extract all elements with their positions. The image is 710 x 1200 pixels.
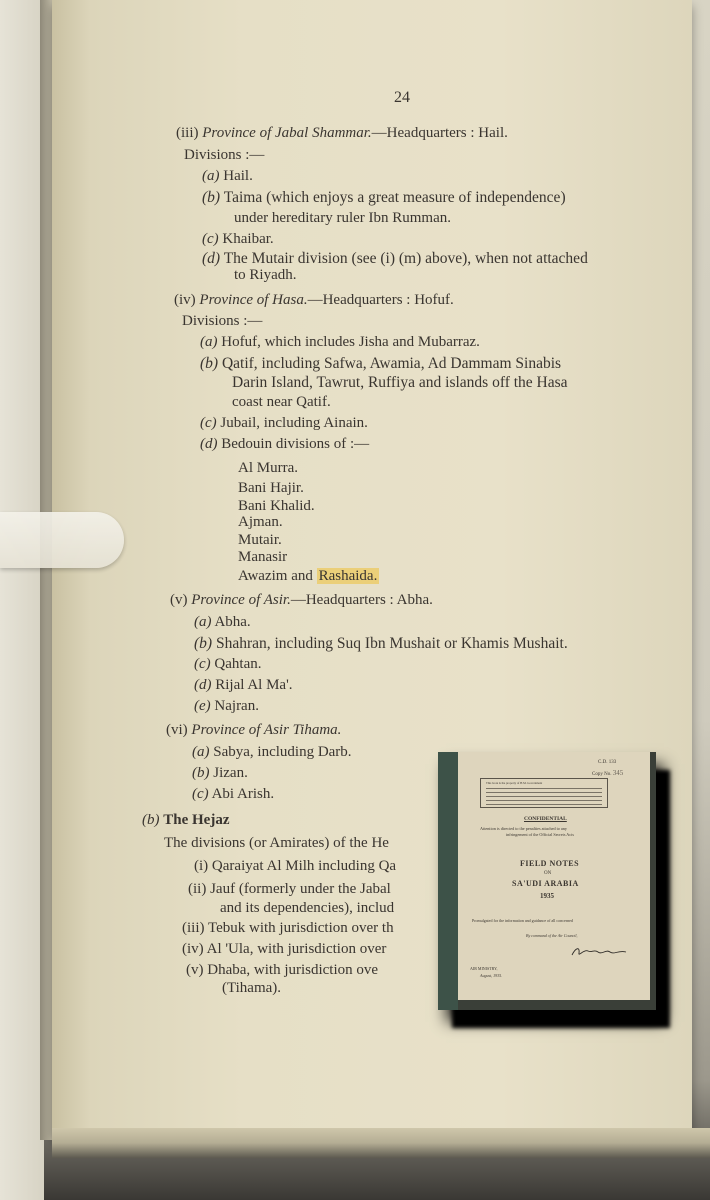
list-item: (e) Najran. [194, 698, 259, 714]
cover-notice-box: This book is the property of H.M. Government [480, 778, 608, 808]
list-item: (c) Khaibar. [202, 231, 274, 247]
heading-headquarters: —Headquarters : Hail. [371, 125, 508, 141]
divisions-label: Divisions :— [184, 147, 265, 163]
list-item-continuation: under hereditary ruler Ibn Rumman. [234, 210, 452, 226]
bedouin-item: Mutair. [238, 532, 282, 548]
list-item-continuation: to Riyadh. [234, 267, 297, 283]
section-heading-jabal-shammar [176, 123, 508, 143]
list-item: (c) Jubail, including Ainain. [200, 415, 368, 431]
cover-ministry: AIR MINISTRY, [470, 966, 498, 971]
cover-attention: Attention is directed to the penalties attached to any [480, 826, 567, 831]
bedouin-item: Ajman. [238, 514, 283, 530]
page-number: 24 [394, 89, 410, 106]
cover-binding-strip [438, 752, 458, 1010]
bedouin-item: Al Murra. [238, 460, 298, 476]
section-heading-hejaz [142, 810, 229, 830]
signature-icon [570, 945, 628, 959]
list-item: (b) Qatif, including Safwa, Awamia, Ad Dammam Sinabis [200, 355, 562, 372]
heading-title: Province of Hasa. [199, 292, 308, 308]
hejaz-intro: The divisions (or Amirates) of the He [164, 835, 389, 851]
cover-date: August, 1935. [480, 973, 503, 978]
bedouin-item: Bani Khalid. [238, 498, 315, 514]
list-item: (a) Hofuf, which includes Jisha and Mubarraz. [200, 334, 480, 350]
list-item: (i) Qaraiyat Al Milh including Qa [194, 858, 397, 874]
heading-number: (iii) [176, 125, 199, 141]
list-item-continuation: Darin Island, Tawrut, Ruffiya and islands off the Hasa [232, 374, 568, 391]
cover-title: ON [544, 871, 552, 876]
highlighted-text: Rashaida. [318, 568, 378, 584]
cover-page [458, 752, 650, 1000]
list-item: (d) Bedouin divisions of :— [200, 436, 370, 452]
list-item: (a) Hail. [202, 168, 253, 184]
list-item-continuation: and its dependencies), includ [220, 900, 395, 916]
list-item: (d) The Mutair division (see (i) (m) above), when not attached [202, 250, 588, 267]
cover-copy-no: Copy No. 345 [592, 769, 624, 777]
heading-title: Province of Jabal Shammar. [202, 125, 372, 141]
list-item: (iii) Tebuk with jurisdiction over th [182, 920, 394, 936]
section-heading-asir-tihama [166, 720, 341, 740]
heading-title: The Hejaz [163, 812, 230, 828]
list-item: (c) Qahtan. [194, 656, 262, 672]
list-item-continuation: coast near Qatif. [232, 394, 331, 410]
list-item: (a) Sabya, including Darb. [192, 744, 352, 760]
bedouin-item: Manasir [238, 549, 288, 565]
heading-headquarters: —Headquarters : Abha. [290, 592, 433, 608]
list-item: (b) Taima (which enjoys a great measure of independence) [202, 189, 566, 206]
list-item: (b) Shahran, including Suq Ibn Mushait or Khamis Mushait. [194, 635, 568, 652]
heading-title: Province of Asir Tihama. [191, 722, 342, 738]
list-item: (a) Abha. [194, 614, 251, 630]
heading-number: (iv) [174, 292, 196, 308]
cover-year: 1935 [540, 892, 554, 900]
list-item: (d) Rijal Al Ma'. [194, 677, 293, 693]
list-item: (v) Dhaba, with jurisdiction ove [186, 962, 379, 978]
list-item: (c) Abi Arish. [192, 786, 275, 802]
divisions-label: Divisions :— [182, 313, 263, 329]
cover-by-command: By command of the Air Council, [526, 933, 578, 938]
cover-title: SA'UDI ARABIA [512, 879, 579, 888]
cover-promulgated: Promulgated for the information and guidance of all concerned [472, 918, 573, 923]
section-heading-asir [170, 590, 433, 610]
heading-letter: (b) [142, 812, 160, 828]
list-item: (b) Jizan. [192, 765, 248, 781]
heading-headquarters: —Headquarters : Hofuf. [307, 292, 454, 308]
list-item: (ii) Jauf (formerly under the Jabal [188, 881, 391, 897]
cover-code: C.D. 133 [598, 760, 617, 765]
list-item: (iv) Al 'Ula, with jurisdiction over [182, 941, 387, 957]
heading-number: (vi) [166, 722, 188, 738]
cover-attention: infringement of the Official Secrets Acts [506, 832, 574, 837]
section-heading-hasa [174, 290, 454, 310]
heading-number: (v) [170, 592, 188, 608]
bedouin-item: Awazim and Rashaida. [238, 568, 378, 584]
list-item-continuation: (Tihama). [222, 980, 282, 996]
cover-thumbnail [438, 752, 656, 1010]
cover-confidential: CONFIDENTIAL [524, 816, 567, 822]
heading-title: Province of Asir. [191, 592, 291, 608]
cover-title: FIELD NOTES [520, 859, 580, 868]
bedouin-item: Bani Hajir. [238, 480, 304, 496]
